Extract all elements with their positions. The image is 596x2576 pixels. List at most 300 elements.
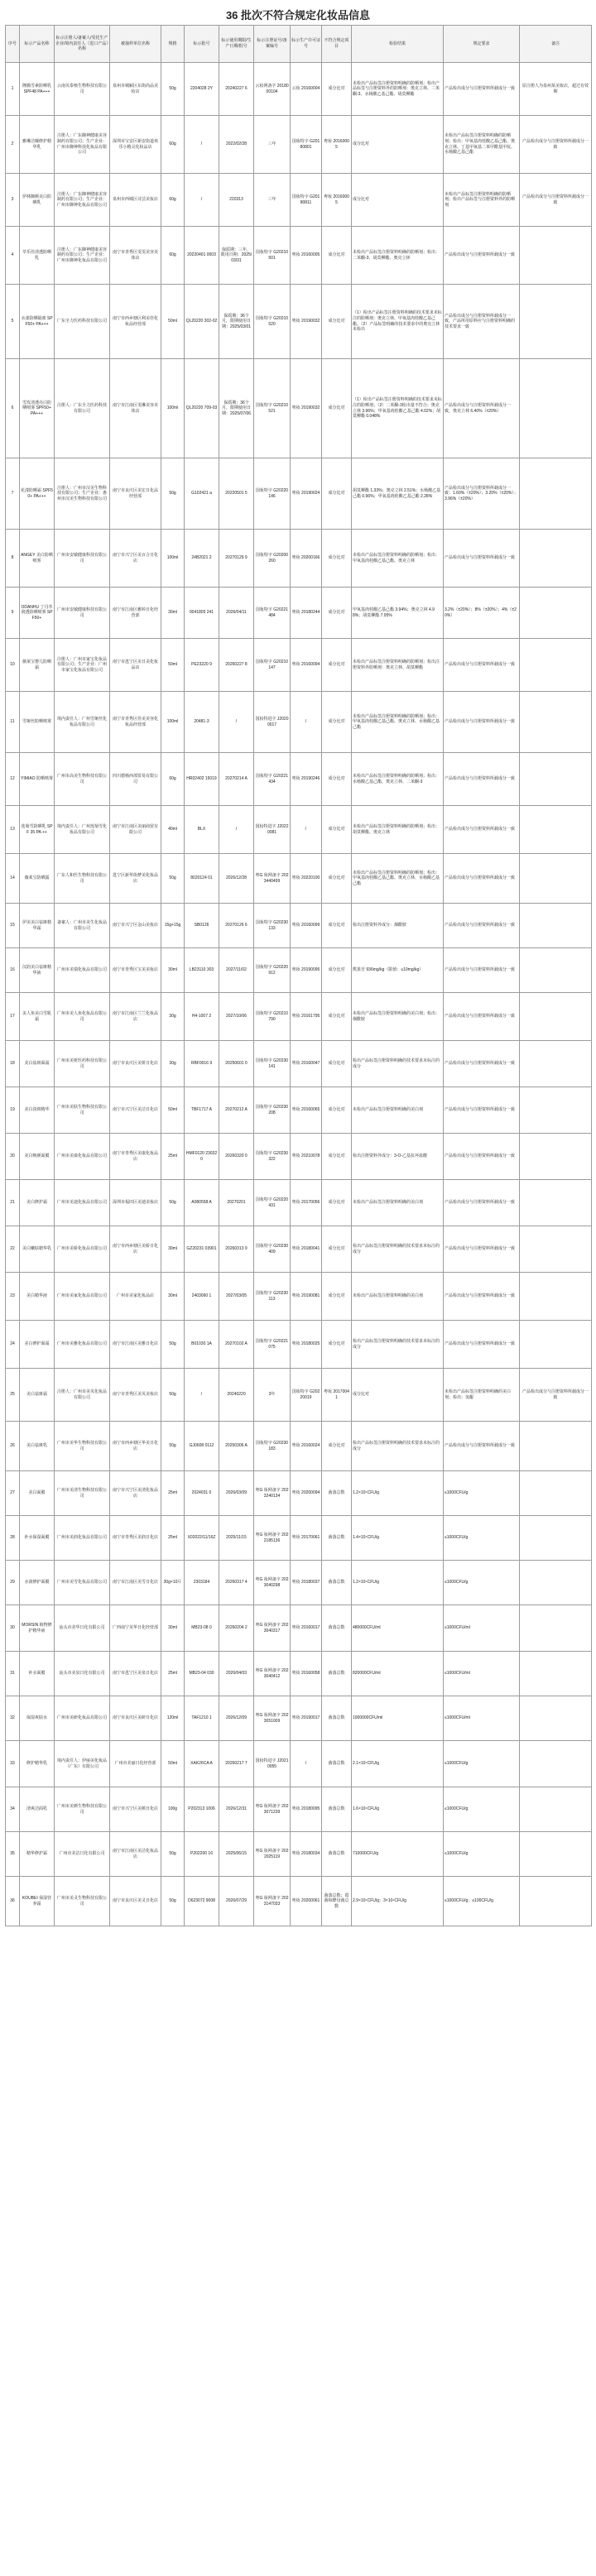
table-cell: 7: [6, 458, 20, 530]
table-cell: 粤妆 20180037: [291, 1561, 322, 1605]
table-row: [6, 1422, 592, 1471]
table-cell: 广州市美洁日化有限公司: [55, 1832, 110, 1877]
table-cell: 30g×10片: [161, 1561, 185, 1605]
table-cell: 2025/06/15: [219, 1832, 254, 1877]
table-cell: 未检出产品标签注册资料明确的防晒剂；检出注册资料外防晒剂：奥克立林、胡莫柳酯: [352, 639, 444, 692]
table-cell: 50ml: [161, 1741, 185, 1787]
table-cell: 2204028 2Y: [185, 63, 219, 116]
table-cell: 广州市美华生物科技有限公司: [55, 1422, 110, 1471]
table-cell: H4-1007 2: [185, 993, 219, 1041]
table-cell: 20270102 A: [219, 1321, 254, 1369]
table-cell: 菌落总数: [322, 1832, 352, 1877]
table-cell: 美白祛斑面霜: [20, 1041, 55, 1087]
table-cell: 20220401 0003: [185, 227, 219, 285]
table-cell: 粤妆 20220100: [291, 854, 322, 904]
table-cell: 10: [6, 639, 20, 692]
table-cell: 产品检出成分与注册资料所载成分一致: [444, 1273, 520, 1321]
table-cell: 产品检出成分与注册资料所载成分一致：1.60%（±20%）；3.20%（±20%）；3.96%（±20%）: [444, 458, 520, 530]
table-cell: 粤妆 20180095: [291, 1787, 322, 1832]
table-cell: 25ml: [161, 1134, 185, 1180]
table-cell: 南宁市西乡塘区华美日化店: [110, 1422, 161, 1471]
table-cell: KOUBEI 保湿营养霜: [20, 1877, 55, 1926]
table-cell: 60g: [161, 753, 185, 806]
table-cell: 广州市美人鱼化妆品有限公司: [55, 993, 110, 1041]
table-cell: 境内责任人：伊丽美化妆品（广东）有限公司: [55, 1741, 110, 1787]
table-cell: 产品检出成分与注册资料所载成分一致: [444, 1422, 520, 1471]
table-row: [6, 1877, 592, 1926]
table-row: [6, 1180, 592, 1226]
table-cell: 50ml: [161, 285, 185, 359]
table-cell: 2027/10/06: [219, 993, 254, 1041]
table-cell: 南宁市西乡塘区利美佳化妆品经营部: [110, 285, 161, 359]
table-cell: ≤1000CFU/ml: [444, 1652, 520, 1696]
table-cell: 国妆特进字 J20210055: [254, 1741, 291, 1787]
table-cell: （1）检出产品标签注册资料明确的技术要求未标注的防晒剂：奥克立林、甲氧基肉桂酸乙基己酯。（2）产品标签明确的技术要求中的奥克立林未检出: [352, 285, 444, 359]
table-cell: 未检出产品标签注册资料明确的美白剂: [352, 1273, 444, 1321]
table-cell: 三年: [254, 116, 291, 174]
table-cell: 南宁市青秀区宝美美妆店: [110, 948, 161, 993]
table-cell: 产品检出成分与注册资料所载成分一致: [444, 1226, 520, 1273]
table-cell: 820000CFU/ml: [352, 1652, 444, 1696]
table-cell: 20260204 2: [219, 1605, 254, 1652]
table-cell: 3年: [254, 1369, 291, 1422]
table-cell: 20270126 6: [219, 904, 254, 948]
table-cell: 成分比对: [322, 993, 352, 1041]
table-cell: ≤1000CFU/ml: [444, 1605, 520, 1652]
table-cell: 30g: [161, 1041, 185, 1087]
table-cell: 未检出产品标签注册资料明确的美白剂；检出：氢醌: [444, 1369, 520, 1422]
table-cell: 粤妆 20200166: [291, 530, 322, 588]
table-cell: 粤妆 20210078: [291, 1134, 322, 1180]
table-cell: 成分比对: [322, 854, 352, 904]
table-cell: 修护精华乳: [20, 1741, 55, 1787]
table-cell: 23: [6, 1273, 20, 1321]
table-cell: 注册人：广州市汉美生物科技有限公司；生产企业：惠州市汉美生物科技有限公司: [55, 458, 110, 530]
table-cell: 产品检出成分与注册资料所载成分一致: [444, 639, 520, 692]
table-cell: 薇莱宝婴儿防晒霜: [20, 639, 55, 692]
table-cell: 1.4×10⁴CFU/g: [352, 1516, 444, 1561]
table-cell: MB23-04 030: [185, 1652, 219, 1696]
table-cell: 菌落总数: [322, 1516, 352, 1561]
table-cell: 甲氧基肉桂酸乙基己酯 3.94%；奥克立林 4.98%；胡莫柳酯 7.95%: [352, 588, 444, 639]
table-cell: 50ml: [161, 639, 185, 692]
table-cell: 粤妆 20160005: [291, 227, 322, 285]
table-cell: ≤1000CFU/g；≤100CFU/g: [444, 1877, 520, 1926]
table-cell: D623072 9008: [185, 1877, 219, 1926]
table-cell: 南宁市江南区美丽商贸有限公司: [110, 806, 161, 854]
table-cell: [520, 1605, 592, 1652]
table-cell: 深圳市宝安区新安街道欢乐小精灵化妆品店: [110, 116, 161, 174]
table-cell: 60g: [161, 227, 185, 285]
table-cell: 成分比对: [322, 948, 352, 993]
table-cell: G102421 a: [185, 458, 219, 530]
table-row: [6, 639, 592, 692]
table-cell: 成分比对: [322, 458, 352, 530]
table-cell: 60g: [161, 116, 185, 174]
table-cell: 国妆特字 G20230409: [254, 1226, 291, 1273]
table-row: [6, 174, 592, 227]
table-cell: 云南贝泰核生物科技有限公司: [55, 63, 110, 116]
column-header: 被抽样单位名称: [110, 26, 161, 63]
table-cell: 南宁市兴宁区美清化妆品店: [110, 1471, 161, 1516]
table-cell: 产品检出成分与注册资料所载成分一致: [444, 1087, 520, 1134]
table-cell: [520, 1652, 592, 1696]
table-cell: 菌落总数: [322, 1605, 352, 1652]
table-cell: 粤妆 20160047: [291, 1041, 322, 1087]
table-cell: 精华修护霜: [20, 1832, 55, 1877]
table-cell: 检出产品标签注册资料明确的技术要求未标注的成分: [352, 1422, 444, 1471]
table-cell: 产品检出成分与注册资料所载成分一致，产品所用原料应与注册资料明确的技术要求一致: [444, 285, 520, 359]
table-cell: TAF1210 1: [185, 1696, 219, 1741]
table-cell: 境内责任人：广州雪娅丝化妆品有限公司: [55, 692, 110, 753]
table-cell: 莲菊雪防晒乳 SPF 35 PA ++: [20, 806, 55, 854]
table-cell: 菌落总数: [322, 1787, 352, 1832]
table-cell: 50g: [161, 458, 185, 530]
table-cell: 24B2021 2: [185, 530, 219, 588]
table-cell: 20260320 0: [219, 1134, 254, 1180]
table-cell: ≤1000CFU/g: [444, 1832, 520, 1877]
table-cell: 成分比对: [352, 116, 444, 174]
table-cell: 广州市美清生物科技有限公司: [55, 1471, 110, 1516]
column-header: 检验结果: [352, 26, 444, 63]
table-header-row: [6, 26, 592, 63]
table-cell: 产品检出成分与注册资料所载成分一致，奥克立林 6.40%（±20%）: [444, 359, 520, 458]
table-row: [6, 1516, 592, 1561]
table-cell: 广州市美灵生物科技有限公司: [55, 1877, 110, 1926]
table-cell: 广州市高美生物科技有限公司: [55, 753, 110, 806]
table-cell: 30ml: [161, 1226, 185, 1273]
table-cell: 50g: [161, 1321, 185, 1369]
table-cell: 成分比对: [322, 1273, 352, 1321]
column-header: 标示生产许可证号: [291, 26, 322, 63]
table-cell: 产品检出成分与注册资料所载成分一致: [444, 1180, 520, 1226]
table-cell: 广州市美颜生物科技有限公司: [55, 1787, 110, 1832]
table-cell: 胡莫柳酯 1.33%；奥克立林 2.51%；水杨酸乙基己酯 0.96%；甲氧基肉桂酸乙基己酯 2.28%: [352, 458, 444, 530]
table-cell: [520, 1516, 592, 1561]
table-cell: 广州市美雅化妆品有限公司: [55, 1321, 110, 1369]
table-row: [6, 1471, 592, 1516]
table-cell: 16: [6, 948, 20, 993]
table-cell: 20260313 9: [219, 1226, 254, 1273]
table-cell: 粤G 妆网备字 2023051009: [254, 1696, 291, 1741]
table-cell: 国妆特字 G20220912: [254, 948, 291, 993]
table-cell: 100g: [161, 1787, 185, 1832]
table-cell: 南宁市西乡塘区美娇日化店: [110, 1226, 161, 1273]
table-cell: 100ml: [161, 692, 185, 753]
table-cell: 隆腾雪素防晒乳 SPF48 PA+++: [20, 63, 55, 116]
table-cell: 产品检出成分与注册资料所载成分一致: [444, 63, 520, 116]
table-cell: 南宁市江南区雅婷日化经营部: [110, 588, 161, 639]
table-row: [6, 1561, 592, 1605]
table-cell: 粤妆 20160017: [291, 1605, 322, 1652]
table-cell: 4: [6, 227, 20, 285]
table-cell: BLX: [185, 806, 219, 854]
table-cell: /: [185, 174, 219, 227]
table-row: [6, 806, 592, 854]
table-cell: 广州市美研化妆品有限公司: [55, 1696, 110, 1741]
table-cell: 6: [6, 359, 20, 458]
table-cell: 粤妆 20170041: [322, 1369, 352, 1422]
table-cell: MB23-08 0: [185, 1605, 219, 1652]
table-cell: 广州市安敏健康科技有限公司: [55, 530, 110, 588]
table-cell: P202313 1006: [185, 1787, 219, 1832]
table-cell: 成分比对: [322, 588, 352, 639]
table-cell: 美白修护面霜: [20, 1321, 55, 1369]
table-cell: 36: [6, 1877, 20, 1926]
table-cell: （1）检出产品标签注册资料明确的技术要求未标注的防晒剂；（2）二苯酮-3检出量不符合；奥克立林 3.96%；甲氧基肉桂酸乙基己酯 4.02%；胡莫柳酯 0.048%: [352, 359, 444, 458]
table-cell: 成分比对: [322, 639, 352, 692]
table-cell: 粤妆 20170056: [291, 1180, 322, 1226]
table-cell: 广州市美瑞化妆品有限公司: [55, 948, 110, 993]
table-cell: ≤1000CFU/g: [444, 1741, 520, 1787]
table-cell: 南宁市兴宁区美颜日化店: [110, 1787, 161, 1832]
table-cell: 2027/03/05: [219, 1273, 254, 1321]
table-cell: 2: [6, 116, 20, 174]
table-cell: 30ml: [161, 1273, 185, 1321]
table-cell: 2.1×10⁴CFU/g: [352, 1741, 444, 1787]
table-cell: 20270214 A: [219, 753, 254, 806]
table-cell: 注册人：广东御神健康美容制药有限公司；生产企业：广州市御神化妆品有限公司: [55, 174, 110, 227]
table-cell: 11: [6, 692, 20, 753]
table-cell: B01030 1A: [185, 1321, 219, 1369]
column-header: 不符合规定项目: [322, 26, 352, 63]
table-cell: 产品检出成分与注册资料所载成分一致: [444, 854, 520, 904]
table-cell: 34: [6, 1787, 20, 1832]
table-cell: 广州市安敏健康科技有限公司: [55, 588, 110, 639]
document-title: 36 批次不符合规定化妆品信息: [225, 9, 371, 22]
table-cell: 水润修护面膜: [20, 1561, 55, 1605]
table-cell: 检出产品标签注册资料明确的技术要求未标注的成分: [352, 1226, 444, 1273]
table-cell: QL20220 302-02: [185, 285, 219, 359]
table-cell: /: [219, 692, 254, 753]
table-cell: 国妆特字 G20230322: [254, 1134, 291, 1180]
table-cell: 保质期：三年，限用日期：2025/03/31: [219, 227, 254, 285]
table-cell: 成分比对: [322, 63, 352, 116]
table-cell: 30g: [161, 993, 185, 1041]
table-row: [6, 285, 592, 359]
table-cell: 广东全力医药科技有限公司: [55, 285, 110, 359]
table-cell: [520, 854, 592, 904]
table-row: [6, 1226, 592, 1273]
table-cell: 25ml: [161, 1471, 185, 1516]
table-cell: 泉州市西城区诗芸美妆店: [110, 174, 161, 227]
table-cell: 粤妆 20200061: [291, 1877, 322, 1926]
table-cell: 50g: [161, 1877, 185, 1926]
table-cell: [520, 1087, 592, 1134]
table-cell: 广州市美家化妆品店: [110, 1273, 161, 1321]
table-cell: 国妆特字 G20230208: [254, 1087, 291, 1134]
table-cell: 保湿爽肤水: [20, 1696, 55, 1741]
table-cell: [520, 904, 592, 948]
table-cell: 菌落总数: [322, 1696, 352, 1741]
table-cell: 20270201: [219, 1180, 254, 1226]
table-cell: 薇莱宝防晒露: [20, 854, 55, 904]
table-cell: 2026/04/11: [219, 588, 254, 639]
table-cell: 未检出产品标签注册资料明确的美白剂: [352, 1087, 444, 1134]
table-cell: 国妆特字 G20220146: [254, 458, 291, 530]
table-cell: [520, 588, 592, 639]
table-cell: 粤妆 20170061: [291, 1516, 322, 1561]
table-cell: /: [185, 116, 219, 174]
table-cell: ≤1000CFU/g: [444, 1787, 520, 1832]
column-header: 规定要求: [444, 26, 520, 63]
column-header: 序号: [6, 26, 20, 63]
table-cell: 13: [6, 806, 20, 854]
table-cell: LB23110 303: [185, 948, 219, 993]
table-cell: HR02402 15019: [185, 753, 219, 806]
table-cell: GJ0608 0112: [185, 1422, 219, 1471]
table-cell: 南宁市良庆区美妍日化店: [110, 1041, 161, 1087]
table-cell: 19: [6, 1087, 20, 1134]
table-cell: ANGEY 美白防晒喷雾: [20, 530, 55, 588]
table-cell: 广州市美迪化妆品有限公司: [55, 1180, 110, 1226]
table-cell: 1000000CFU/ml: [352, 1696, 444, 1741]
table-row: [6, 530, 592, 588]
table-cell: 熊果苷 936mg/kg（限值：≤10mg/kg）: [352, 948, 444, 993]
table-row: [6, 692, 592, 753]
table-cell: 美白祛斑乳: [20, 1422, 55, 1471]
table-cell: 2026/12/09: [219, 1696, 254, 1741]
table-cell: 产品检出成分与注册资料所载成分一致: [444, 1134, 520, 1180]
table-cell: 美人鱼美白雪肌霜: [20, 993, 55, 1041]
table-cell: 广东人和医生物科技有限公司: [55, 854, 110, 904]
table-cell: 南宁市江南区雯琳美容美体店: [110, 359, 161, 458]
table-cell: 美白淡斑精华: [20, 1087, 55, 1134]
table-cell: 粤妆 20161795: [291, 993, 322, 1041]
table-cell: QL20220 709-03: [185, 359, 219, 458]
table-cell: RBF0016 9: [185, 1041, 219, 1087]
table-cell: 雪娅丝防晒喷雾: [20, 692, 55, 753]
table-cell: 成分比对: [322, 1321, 352, 1369]
table-cell: 成分比对: [322, 1226, 352, 1273]
table-cell: 18: [6, 1041, 20, 1087]
table-cell: 成分比对: [322, 692, 352, 753]
table-cell: 国妆特字 G20220019: [291, 1369, 322, 1422]
table-cell: 菌落总数: [322, 1741, 352, 1787]
table-cell: 产品检出成分与注册资料所载成分一致: [444, 993, 520, 1041]
table-cell: 三年: [254, 174, 291, 227]
table-cell: 云妆网备字 2018000104: [254, 63, 291, 116]
table-cell: 2026/12/28: [219, 854, 254, 904]
table-cell: /: [291, 1741, 322, 1787]
table-cell: TBF1717 A: [185, 1087, 219, 1134]
table-cell: 8020124 01: [185, 854, 219, 904]
table-cell: 粤妆 20160005: [322, 174, 352, 227]
table-cell: 南宁市良庆区美宏日化品经营部: [110, 458, 161, 530]
table-cell: 备案人：广州市美生化妆品有限公司: [55, 904, 110, 948]
table-cell: YIMIAO 防晒喷雾: [20, 753, 55, 806]
table-row: [6, 854, 592, 904]
table-cell: 粤妆 20190095: [291, 948, 322, 993]
table-cell: X02022/11/16Z: [185, 1516, 219, 1561]
table-cell: 花漾防晒霜 SPF50+ PA+++: [20, 458, 55, 530]
table-cell: 粤妆 20190246: [291, 753, 322, 806]
table-cell: 广州市美丽日化经营部: [110, 1741, 161, 1787]
table-cell: 20250601 0: [219, 1041, 254, 1087]
table-cell: 粤G 妆网备字 2023440499: [254, 854, 291, 904]
table-cell: [520, 948, 592, 993]
table-cell: 2026/07/29: [219, 1877, 254, 1926]
table-cell: [520, 692, 592, 753]
table-cell: 粤妆 20190032: [291, 285, 322, 359]
table-cell: 美白焕颜面膜: [20, 1134, 55, 1180]
table-cell: 汕头市美泉日化有限公司: [55, 1652, 110, 1696]
table-cell: 国妆特字 G20221434: [254, 753, 291, 806]
table-cell: 20: [6, 1134, 20, 1180]
table-cell: 云妆 20160004: [291, 63, 322, 116]
table-cell: 国妆特字 G20200260: [254, 530, 291, 588]
table-cell: 成分比对: [322, 753, 352, 806]
table-cell: 南宁市兴宁区金山美妆店: [110, 904, 161, 948]
table-cell: 国妆特字 G20180801: [291, 116, 322, 174]
table-cell: 南宁市良庆区美研日化店: [110, 1696, 161, 1741]
table-cell: 9: [6, 588, 20, 639]
table-cell: 国妆特字 G20221075: [254, 1321, 291, 1369]
column-header: 备注: [520, 26, 592, 63]
table-cell: 3.2%（±20%）；8%（±20%）；4%（±20%）: [444, 588, 520, 639]
table-cell: 美白精华液: [20, 1273, 55, 1321]
table-cell: 20260317 4: [219, 1561, 254, 1605]
table-cell: 汉韵美白祛斑精华液: [20, 948, 55, 993]
table-cell: [520, 359, 592, 458]
table-cell: /: [291, 692, 322, 753]
table-cell: 菌落总数: [322, 1652, 352, 1696]
table-cell: 广州市美家化妆品有限公司: [55, 1273, 110, 1321]
table-cell: 粤妆 20160024: [291, 1422, 322, 1471]
table-body: [6, 63, 592, 1926]
table-cell: 国妆特字 G20220431: [254, 1180, 291, 1226]
table-cell: 南宁市青秀区美润日化店: [110, 1516, 161, 1561]
table-cell: 60g: [161, 174, 185, 227]
table-cell: 泉州市城厢区东街尚品美妆店: [110, 63, 161, 116]
table-cell: 产品检出成分与注册资料所载成分一致: [444, 948, 520, 993]
table-cell: 成分比对: [322, 1087, 352, 1134]
table-cell: 50ml: [161, 1087, 185, 1134]
table-cell: 国妆特字 G20230133: [254, 904, 291, 948]
table-cell: 35: [6, 1832, 20, 1877]
table-row: [6, 1273, 592, 1321]
table-cell: 粤妆 20160099: [291, 904, 322, 948]
table-cell: 邕宁区新华街梦美化妆品店: [110, 854, 161, 904]
table-cell: 广州市美娇化妆品有限公司: [55, 1226, 110, 1273]
table-cell: 未检出产品标签注册资料明确的防晒剂；检出产品标签与注册资料外的防晒剂: [444, 174, 520, 227]
table-cell: 美白祛斑霜: [20, 1369, 55, 1422]
table-cell: 50g: [161, 1422, 185, 1471]
table-cell: 境内责任人：广州莲菊雪化妆品有限公司: [55, 806, 110, 854]
table-cell: 产品检出成分与注册资料所载成分一致: [444, 904, 520, 948]
table-row: [6, 1787, 592, 1832]
table-cell: [520, 639, 592, 692]
table-cell: 30ml: [161, 1605, 185, 1652]
table-cell: 2026/03/09: [219, 1471, 254, 1516]
table-cell: 南宁市江南区美雪日化店: [110, 1561, 161, 1605]
table-cell: 粤G 妆网备字 2023040298: [254, 1561, 291, 1605]
table-cell: 粤妆 20160005: [322, 116, 352, 174]
table-row: [6, 1652, 592, 1696]
table-cell: 未检出产品标签注册资料明确的防晒剂；检出：甲氧基肉桂酸乙基己酯、奥克立林: [352, 530, 444, 588]
table-cell: 17: [6, 993, 20, 1041]
table-cell: 27: [6, 1471, 20, 1516]
table-cell: 广州市美康化妆品有限公司: [55, 1134, 110, 1180]
table-cell: 成分比对: [322, 227, 352, 285]
table-cell: 保质期：36个月，限期使用日期：2025/03/01: [219, 285, 254, 359]
table-cell: A080558 A: [185, 1180, 219, 1226]
table-cell: 15: [6, 904, 20, 948]
table-cell: 22: [6, 1226, 20, 1273]
table-cell: 南宁市兴宁区美百合日化店: [110, 530, 161, 588]
table-cell: 国妆特字 G20210790: [254, 993, 291, 1041]
table-cell: 广西南宁美华日化经营部: [110, 1605, 161, 1652]
